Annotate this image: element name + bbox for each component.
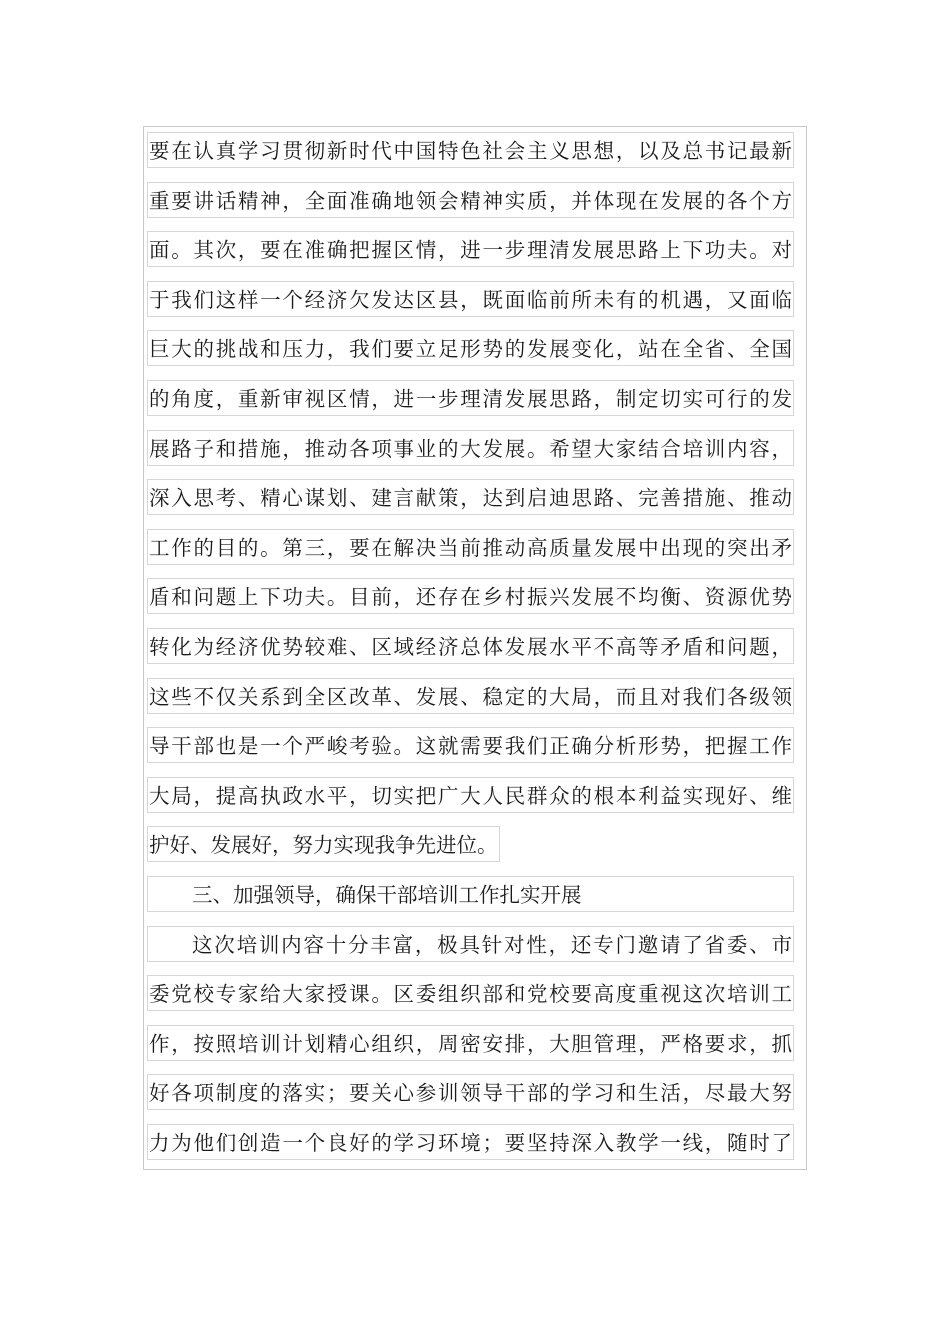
line-text: 要在认真学习贯彻新时代中国特色社会主义思想，以及总书记最新	[147, 132, 794, 168]
document-body	[147, 128, 797, 1169]
section-heading	[147, 872, 797, 922]
text-line	[147, 723, 797, 773]
line-text: 委党校专家给大家授课。区委组织部和党校要高度重视这次培训工	[147, 975, 794, 1011]
text-line	[147, 624, 797, 674]
text-line	[147, 178, 797, 228]
line-text: 展路子和措施，推动各项事业的大发展。希望大家结合培训内容，	[147, 430, 794, 466]
line-text: 作，按照培训计划精心组织，周密安排，大胆管理，严格要求，抓	[147, 1025, 794, 1061]
line-text: 面。其次，要在准确把握区情，进一步理清发展思路上下功夫。对	[147, 231, 794, 267]
text-line	[147, 822, 797, 872]
text-line	[147, 574, 797, 624]
line-text: 大局，提高执政水平，切实把广大人民群众的根本利益实现好、维	[147, 777, 794, 813]
text-line	[147, 1021, 797, 1071]
text-line	[147, 674, 797, 724]
line-text: 于我们这样一个经济欠发达区县，既面临前所未有的机遇，又面临	[147, 281, 794, 317]
text-line	[147, 922, 797, 972]
text-line	[147, 326, 797, 376]
line-text: 这次培训内容十分丰富，极具针对性，还专门邀请了省委、市	[147, 926, 794, 962]
text-line	[147, 376, 797, 426]
section-heading-text: 三、加强领导，确保干部培训工作扎实开展	[147, 876, 794, 912]
text-line	[147, 525, 797, 575]
text-line	[147, 475, 797, 525]
line-text: 这些不仅关系到全区改革、发展、稳定的大局，而且对我们各级领	[147, 678, 794, 714]
line-text: 工作的目的。第三，要在解决当前推动高质量发展中出现的突出矛	[147, 529, 794, 565]
text-line	[147, 773, 797, 823]
text-line	[147, 277, 797, 327]
line-text: 深入思考、精心谋划、建言献策，达到启迪思路、完善措施、推动	[147, 479, 794, 515]
line-text: 重要讲话精神，全面准确地领会精神实质，并体现在发展的各个方	[147, 182, 794, 218]
line-text: 护好、发展好，努力实现我争先进位。	[147, 826, 500, 862]
text-line	[147, 1070, 797, 1120]
line-text: 导干部也是一个严峻考验。这就需要我们正确分析形势，把握工作	[147, 727, 794, 763]
line-text: 好各项制度的落实；要关心参训领导干部的学习和生活，尽最大努	[147, 1074, 794, 1110]
line-text: 盾和问题上下功夫。目前，还存在乡村振兴发展不均衡、资源优势	[147, 578, 794, 614]
line-text: 巨大的挑战和压力，我们要立足形势的发展变化，站在全省、全国	[147, 330, 794, 366]
text-line	[147, 971, 797, 1021]
text-line	[147, 426, 797, 476]
text-line	[147, 1120, 797, 1170]
text-line	[147, 128, 797, 178]
line-text: 力为他们创造一个良好的学习环境；要坚持深入教学一线，随时了	[147, 1124, 794, 1160]
line-text: 的角度，重新审视区情，进一步理清发展思路，制定切实可行的发	[147, 380, 794, 416]
line-text: 转化为经济优势较难、区域经济总体发展水平不高等矛盾和问题，	[147, 628, 794, 664]
text-line	[147, 227, 797, 277]
